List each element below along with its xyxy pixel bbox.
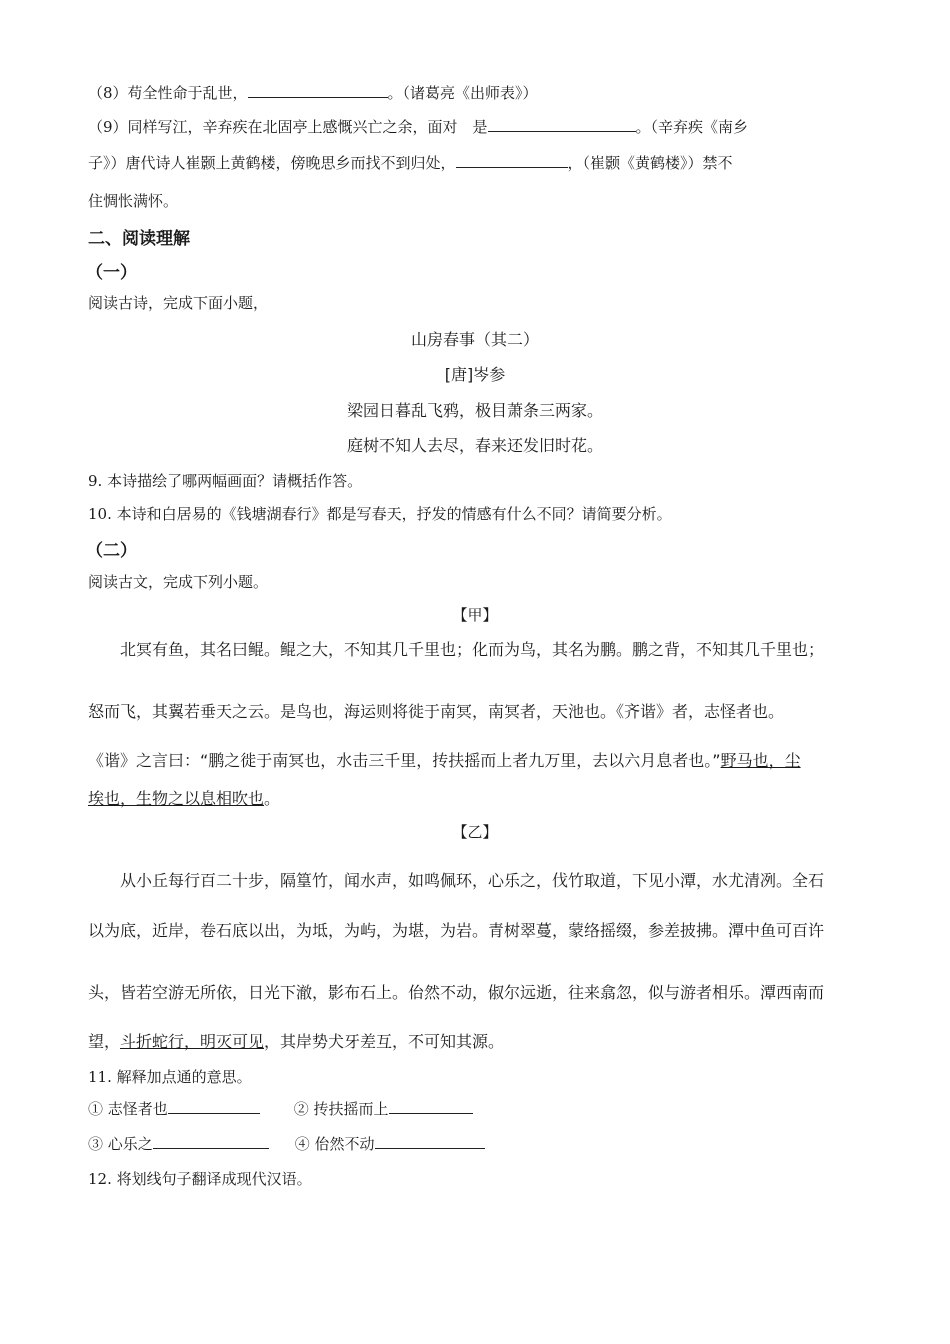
underlined-sentence: 斗折蛇行，明灭可见: [120, 1032, 265, 1051]
question-10: 10. 本诗和白居易的《钱塘湖春行》都是写春天，抒发的情感有什么不同？请简要分析。: [88, 505, 672, 523]
yi-line-4-suffix: ，其岸势犬牙差互，不可知其源。: [264, 1032, 505, 1051]
answer-blank[interactable]: [153, 1134, 269, 1149]
question-11: 11. 解释加点通的意思。: [88, 1068, 252, 1086]
yi-line-3: 头，皆若空游无所依，日光下澈，影布石上。佁然不动，俶尔远逝，往来翕忽，似与游者相乐。潭西南而: [88, 983, 825, 1002]
yi-label: 【乙】: [452, 823, 498, 841]
answer-blank[interactable]: [389, 1099, 473, 1114]
question-9: 9. 本诗描绘了哪两幅画面？请概括作答。: [88, 472, 363, 490]
question-11-row-2: [88, 1133, 485, 1154]
underlined-sentence: 埃也，生物之以息相吹也: [88, 789, 265, 808]
question-11-row-1: [88, 1098, 473, 1119]
q11-item-4: ④ 佁然不动: [294, 1135, 375, 1153]
q11-item-2: ② 抟扶摇而上: [293, 1100, 389, 1118]
answer-blank[interactable]: [375, 1134, 485, 1149]
question-9-line-2: [88, 152, 733, 173]
yi-line-4: [88, 1029, 504, 1052]
jia-line-4-end: 。: [264, 789, 281, 808]
q8-prefix: （8）苟全性命于乱世，: [88, 84, 248, 102]
part-1-label: （一）: [86, 263, 137, 283]
yi-line-4-prefix: 望，: [88, 1032, 121, 1051]
poem-line-2: 庭树不知人去尽，春来还发旧时花。: [346, 436, 603, 455]
q11-item-3: ③ 心乐之: [88, 1135, 153, 1153]
underlined-sentence: 野马也，尘: [720, 751, 801, 770]
jia-line-3-text: 《谐》之言曰：“鹏之徙于南冥也，水击三千里，抟扶摇而上者九万里，去以六月息者也。”: [88, 751, 721, 770]
yi-line-1: 从小丘每行百二十步，隔篁竹，闻水声，如鸣佩环，心乐之，伐竹取道，下见小潭，水尤清冽。全石: [120, 871, 825, 890]
jia-line-3: [88, 748, 801, 771]
answer-blank[interactable]: [456, 153, 568, 168]
q9-prefix: （9）同样写江，辛弃疾在北固亭上感慨兴亡之余，面对 是: [88, 118, 488, 136]
answer-blank[interactable]: [248, 83, 388, 98]
part-2-instruction: 阅读古文，完成下列小题。: [88, 573, 269, 591]
question-8-line: [88, 82, 538, 103]
answer-blank[interactable]: [488, 117, 636, 132]
q9-suffix: 。（辛弃疾《南乡: [635, 118, 749, 136]
q9-line2-suffix: ，（崔颢《黄鹤楼》）禁不: [567, 154, 733, 172]
part-1-instruction: 阅读古诗，完成下面小题，: [88, 294, 269, 312]
jia-line-2: 怒而飞，其翼若垂天之云。是鸟也，海运则将徙于南冥，南冥者，天池也。《齐谐》者，志怪者也。: [88, 702, 785, 721]
q11-item-1: ① 志怪者也: [88, 1100, 168, 1118]
question-9-line-1: [88, 116, 748, 137]
q9-line2-prefix: 子》）唐代诗人崔颢上黄鹤楼，傍晚思乡而找不到归处，: [88, 154, 456, 172]
answer-blank[interactable]: [168, 1099, 260, 1114]
poem-author: [唐]岑参: [444, 365, 506, 384]
jia-label: 【甲】: [452, 606, 498, 624]
section-title: 二、阅读理解: [88, 229, 190, 249]
question-9-line-3: 住惆怅满怀。: [88, 192, 179, 210]
poem-line-1: 梁园日暮乱飞鸦，极目萧条三两家。: [346, 401, 603, 420]
question-12: 12. 将划线句子翻译成现代汉语。: [88, 1170, 312, 1188]
jia-line-4: [88, 786, 280, 809]
yi-line-2: 以为底，近岸，卷石底以出，为坻，为屿，为堪，为岩。青树翠蔓，蒙络摇缀，参差披拂。潭中鱼可百许: [88, 921, 825, 940]
part-2-label: （二）: [86, 541, 137, 561]
jia-line-1: 北冥有鱼，其名曰鲲。鲲之大，不知其几千里也；化而为鸟，其名为鹏。鹏之背，不知其几千里也；: [120, 640, 825, 659]
q8-suffix: 。（诸葛亮《出师表》）: [387, 84, 538, 102]
poem-title: 山房春事（其二）: [410, 330, 539, 349]
